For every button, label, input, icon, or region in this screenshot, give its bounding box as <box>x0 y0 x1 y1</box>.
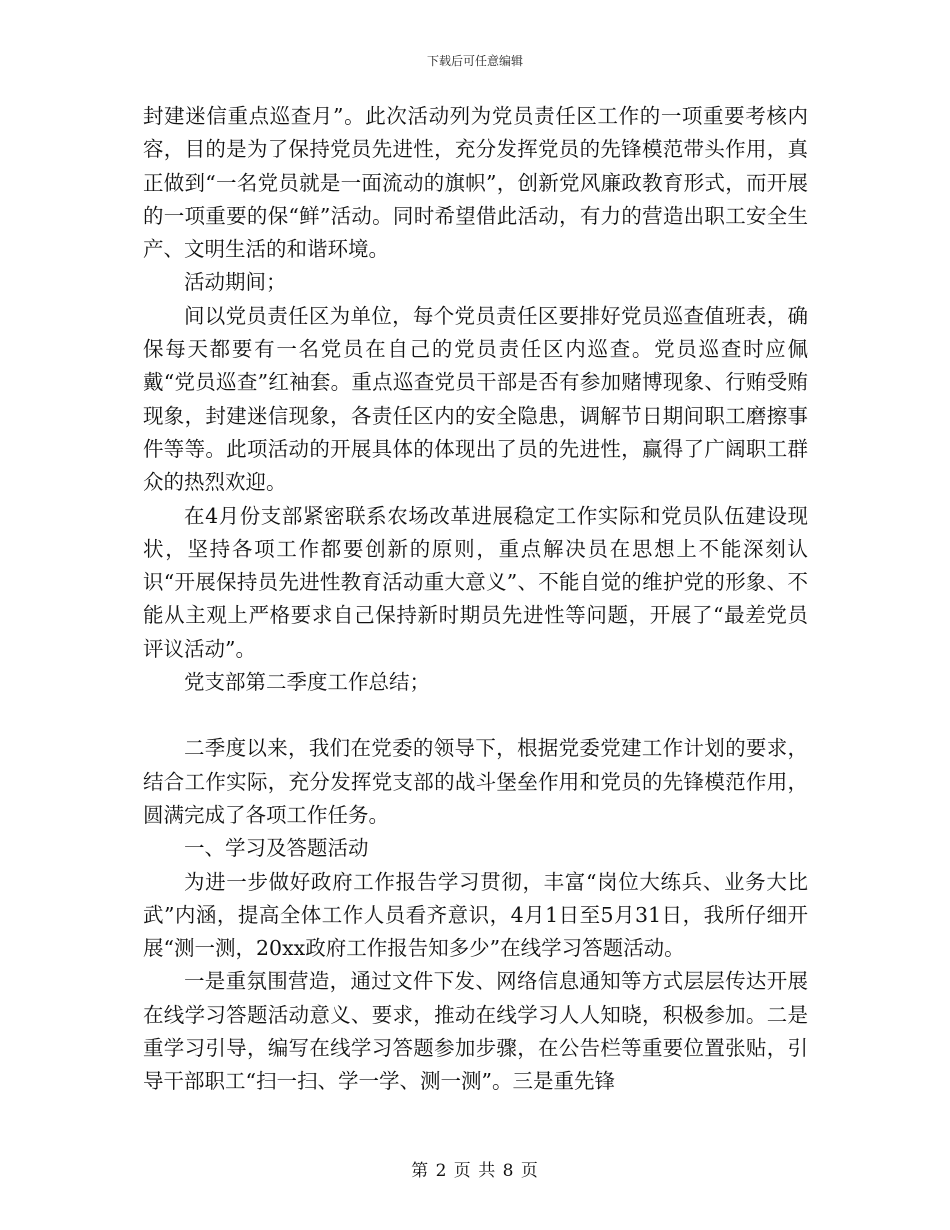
page-header: 下载后可任意编辑 <box>426 54 523 68</box>
paragraph-8: 一是重氛围营造，通过文件下发、网络信息通知等方式层层传达开展在线学习答题活动意义、要求，推动在线学习人人知晓，积极参加。二是重学习引导，编写在线学习答题参加步骤，在公告栏等重要位置张贴，引导干部职工“扫一扫、学一学、测一测”。三是重先锋 <box>143 969 808 1094</box>
paragraph-3: 间以党员责任区为单位，每个党员责任区要排好党员巡查值班表，确保每天都要有一名党员在自己的党员责任区内巡查。党员巡查时应佩戴“党员巡查”红袖套。重点巡查党员干部是否有参加赌博现象、行贿受贿现象，封建迷信现象，各责任区内的安全隐患，调解节日期间职工磨擦事件等等。此项活动的开展具体的体现出了员的先进性，赢得了广阔职工群众的热烈欢迎。 <box>143 303 808 495</box>
paragraph-4: 在4月份支部紧密联系农场改革进展稳定工作实际和党员队伍建设现状，坚持各项工作都要创新的原则，重点解决员在思想上不能深刻认识“开展保持员先进性教育活动重大意义”、不能自觉的维护党的形象、不能从主观上严格要求自己保持新时期员先进性等问题，开展了“最差党员评议活动”。 <box>143 503 808 661</box>
paragraph-gap <box>143 699 808 732</box>
paragraph-7: 为进一步做好政府工作报告学习贯彻，丰富“岗位大练兵、业务大比武”内涵，提高全体工作人员看齐意识，4月1日至5月31日，我所仔细开展“测一测，20xx政府工作报告知多少”在线学习答题活动。 <box>143 869 808 961</box>
paragraph-5: 党支部第二季度工作总结； <box>184 670 430 695</box>
paragraph-6: 二季度以来，我们在党委的领导下，根据党委党建工作计划的要求，结合工作实际，充分发挥党支部的战斗堡垒作用和党员的先锋模范作用，圆满完成了各项工作任务。 <box>143 736 808 827</box>
document-body <box>143 100 808 1099</box>
paragraph-2: 活动期间； <box>184 270 287 295</box>
page-number: 第 2 页 共 8 页 <box>411 1161 539 1181</box>
paragraph-1: 封建迷信重点巡查月”。此次活动列为党员责任区工作的一项重要考核内容，目的是为了保持党员先进性，充分发挥党员的先锋模范带头作用，真正做到“一名党员就是一面流动的旗帜”，创新党风廉政教育形式，而开展的一项重要的保“鲜”活动。同时希望借此活动，有力的营造出职工安全生产、文明生活的和谐环境。 <box>143 104 808 262</box>
section-heading: 一、学习及答题活动 <box>184 836 369 861</box>
